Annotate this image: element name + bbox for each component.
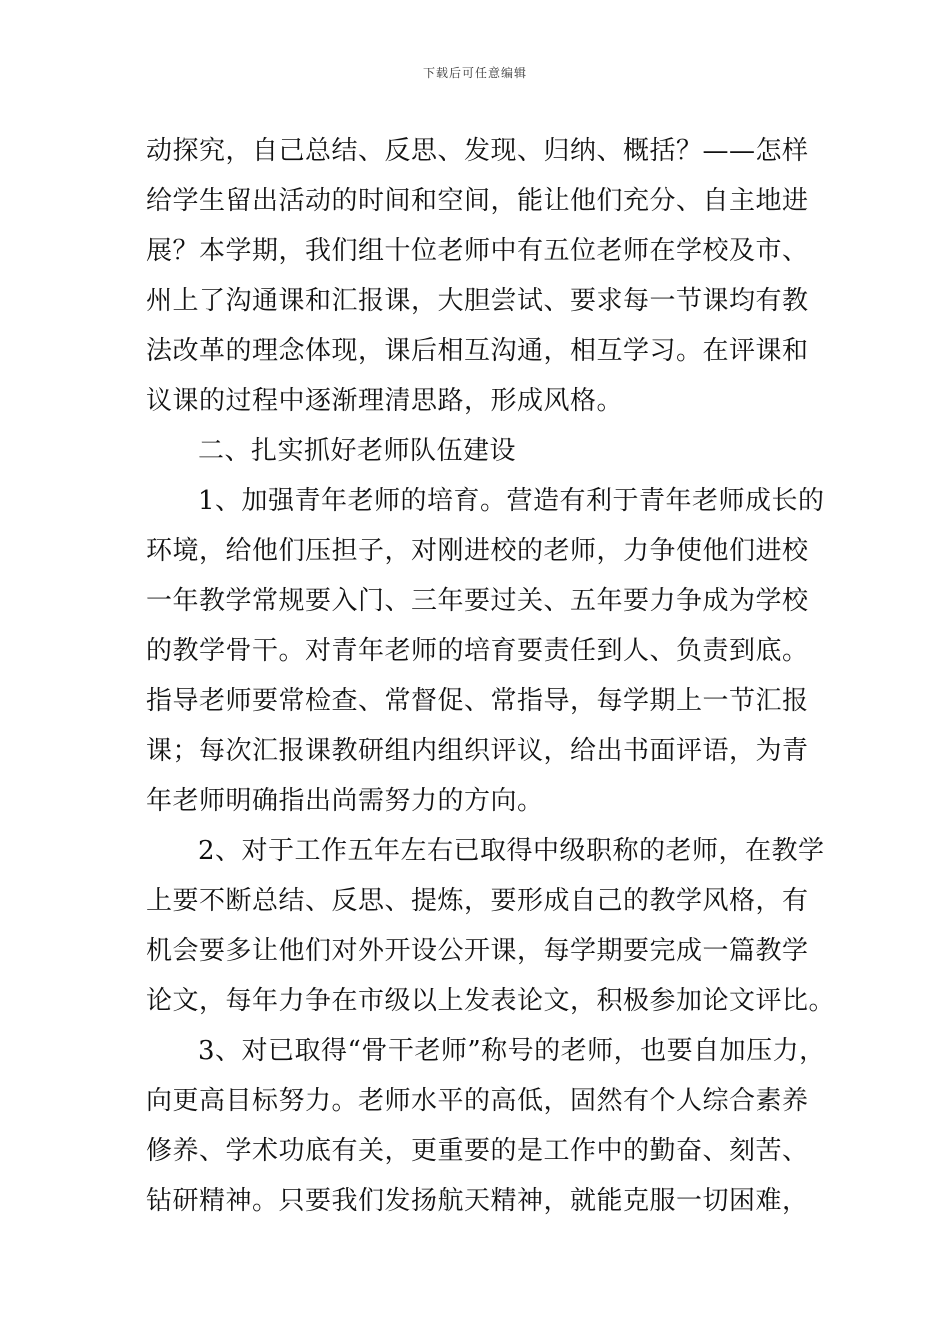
text-line: 动探究，自己总结、反思、发现、归纳、概括？——怎样 — [146, 136, 809, 166]
text-line: 上要不断总结、反思、提炼，要形成自己的教学风格，有 — [146, 886, 809, 916]
text-line: 钻研精神。只要我们发扬航天精神，就能克服一切困难， — [146, 1186, 809, 1216]
text-line: 给学生留出活动的时间和空间，能让他们充分、自主地进 — [146, 186, 809, 216]
text-line: 论文，每年力争在市级以上发表论文，积极参加论文评比。 — [146, 986, 836, 1016]
text-line: 的教学骨干。对青年老师的培育要责任到人、负责到底。 — [146, 636, 809, 666]
section-heading: 二、扎实抓好老师队伍建设 — [198, 436, 517, 466]
document-body — [146, 126, 836, 1226]
page-header: 下载后可任意编辑 — [422, 66, 527, 80]
text-line: 向更高目标努力。老师水平的高低，固然有个人综合素养 — [146, 1086, 809, 1116]
paragraph-start: 1、加强青年老师的培育。营造有利于青年老师成长的 — [198, 486, 825, 516]
text-line: 州上了沟通课和汇报课，大胆尝试、要求每一节课均有教 — [146, 286, 809, 316]
text-line: 指导老师要常检查、常督促、常指导，每学期上一节汇报 — [146, 686, 809, 716]
text-line: 议课的过程中逐渐理清思路，形成风格。 — [146, 386, 624, 416]
text-line: 一年教学常规要入门、三年要过关、五年要力争成为学校 — [146, 586, 809, 616]
text-line: 法改革的理念体现，课后相互沟通，相互学习。在评课和 — [146, 336, 809, 366]
text-line: 课；每次汇报课教研组内组织评议，给出书面评语，为青 — [146, 736, 809, 766]
paragraph-start: 2、对于工作五年左右已取得中级职称的老师，在教学 — [198, 836, 825, 866]
text-line: 环境，给他们压担子，对刚进校的老师，力争使他们进校 — [146, 536, 809, 566]
text-line: 修养、学术功底有关，更重要的是工作中的勤奋、刻苦、 — [146, 1136, 809, 1166]
text-line: 展？本学期，我们组十位老师中有五位老师在学校及市、 — [146, 236, 809, 266]
text-line: 机会要多让他们对外开设公开课，每学期要完成一篇教学 — [146, 936, 809, 966]
text-line: 年老师明确指出尚需努力的方向。 — [146, 786, 544, 816]
paragraph-start: 3、对已取得“骨干老师”称号的老师，也要自加压力， — [198, 1036, 826, 1066]
